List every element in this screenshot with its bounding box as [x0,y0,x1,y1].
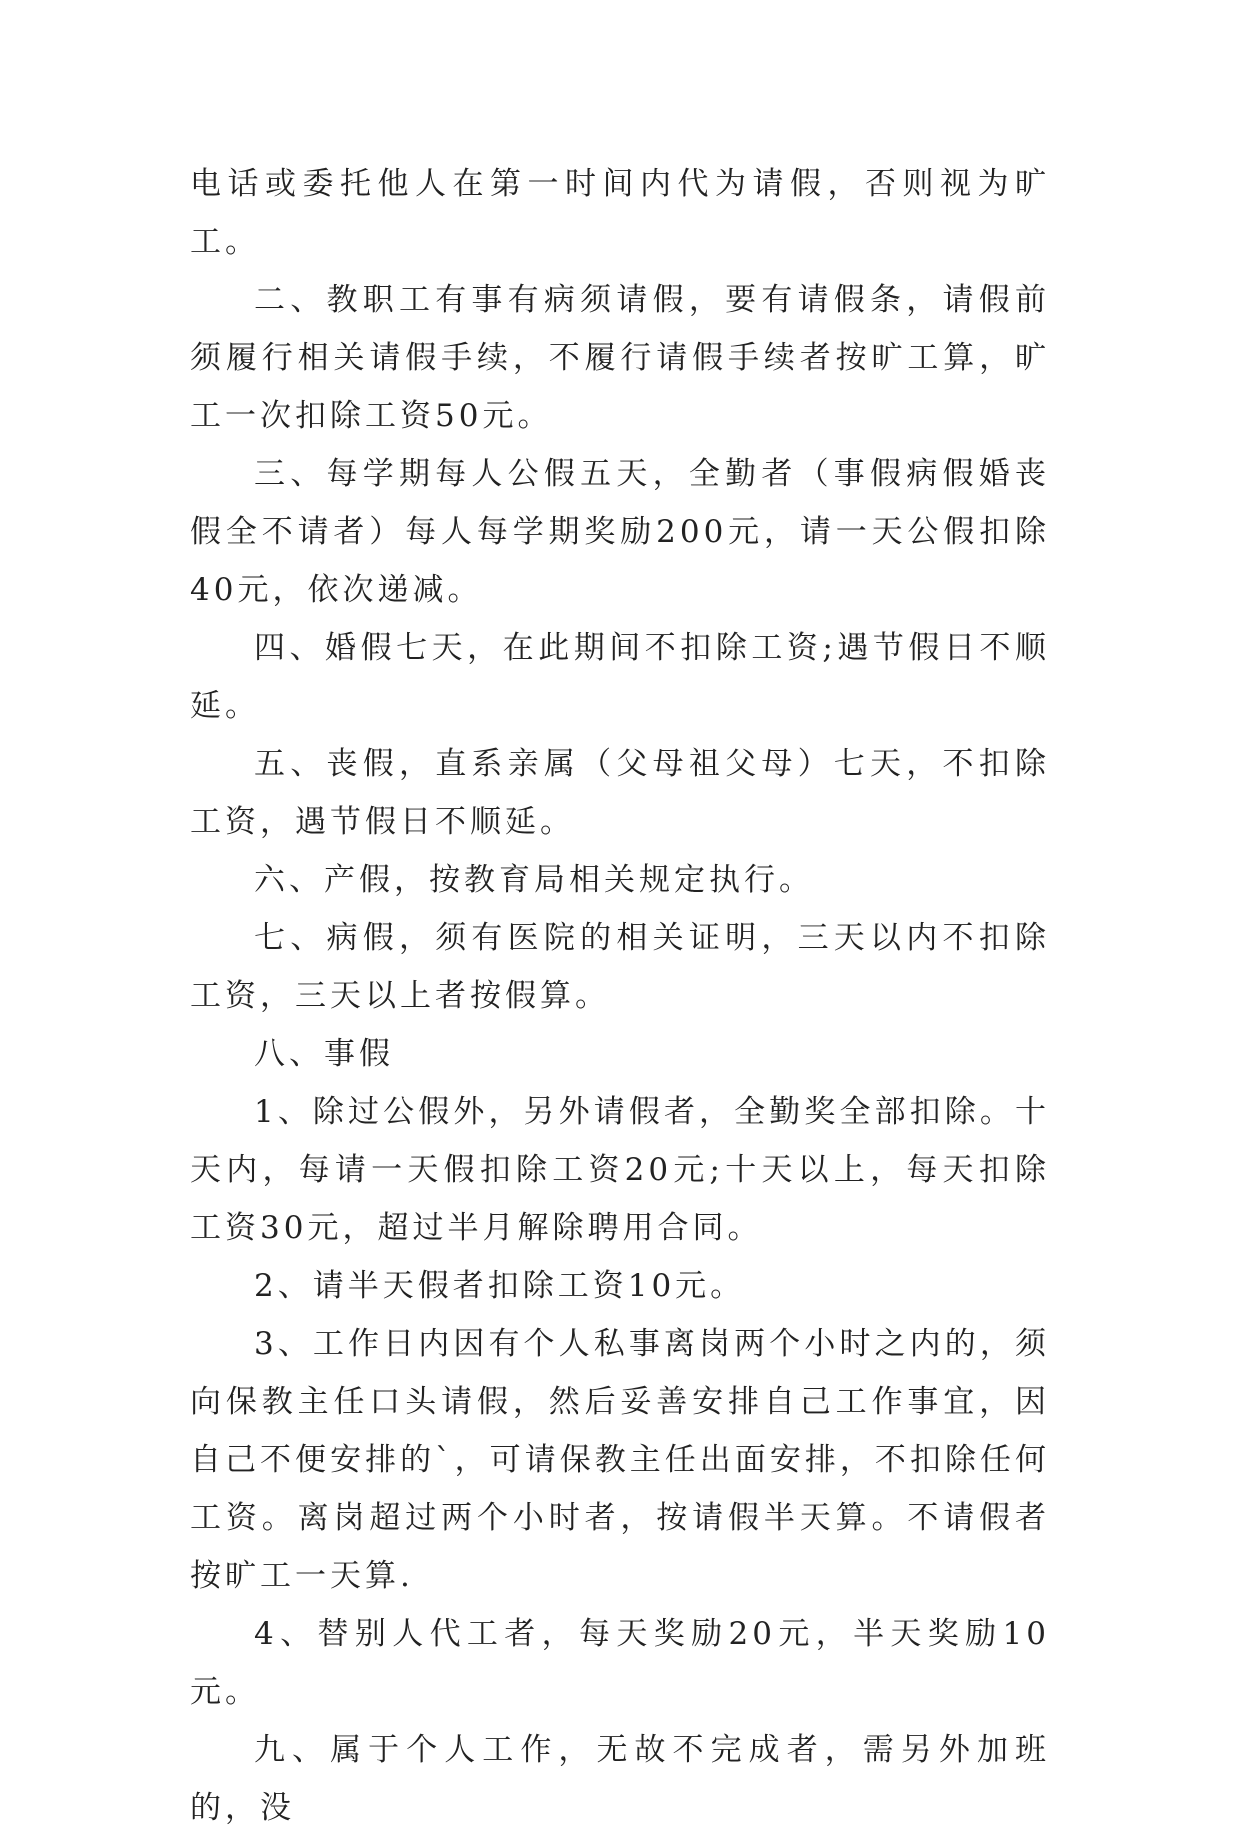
paragraph: 三、每学期每人公假五天，全勤者（事假病假婚丧假全不请者）每人每学期奖励200元，请一天公假扣除40元，依次递减。 [190,456,1050,608]
paragraph: 七、病假，须有医院的相关证明，三天以内不扣除工资，三天以上者按假算。 [190,920,1050,1014]
paragraph: 电话或委托他人在第一时间内代为请假，否则视为旷工。 [190,166,1050,260]
paragraph: 四、婚假七天，在此期间不扣除工资;遇节假日不顺延。 [190,630,1050,724]
paragraph: 八、事假 [254,1036,394,1072]
paragraph: 3、工作日内因有个人私事离岗两个小时之内的，须向保教主任口头请假，然后妥善安排自己工作事宜，因自己不便安排的`，可请保教主任出面安排，不扣除任何工资。离岗超过两个小时者，按请假半天算。不请假者按旷工一天算. [190,1326,1050,1594]
paragraph: 4、替别人代工者，每天奖励20元，半天奖励10元。 [190,1616,1050,1710]
paragraph: 六、产假，按教育局相关规定执行。 [254,862,814,898]
paragraph: 二、教职工有事有病须请假，要有请假条，请假前须履行相关请假手续，不履行请假手续者按旷工算，旷工一次扣除工资50元。 [190,282,1050,434]
paragraph: 2、请半天假者扣除工资10元。 [254,1268,746,1304]
paragraph: 五、丧假，直系亲属（父母祖父母）七天，不扣除工资，遇节假日不顺延。 [190,746,1050,840]
paragraph: 九、属于个人工作，无故不完成者，需另外加班的，没 [190,1732,1050,1826]
paragraph: 1、除过公假外，另外请假者，全勤奖全部扣除。十天内，每请一天假扣除工资20元;十天以上，每天扣除工资30元，超过半月解除聘用合同。 [190,1094,1050,1246]
document-body [190,155,1050,1837]
